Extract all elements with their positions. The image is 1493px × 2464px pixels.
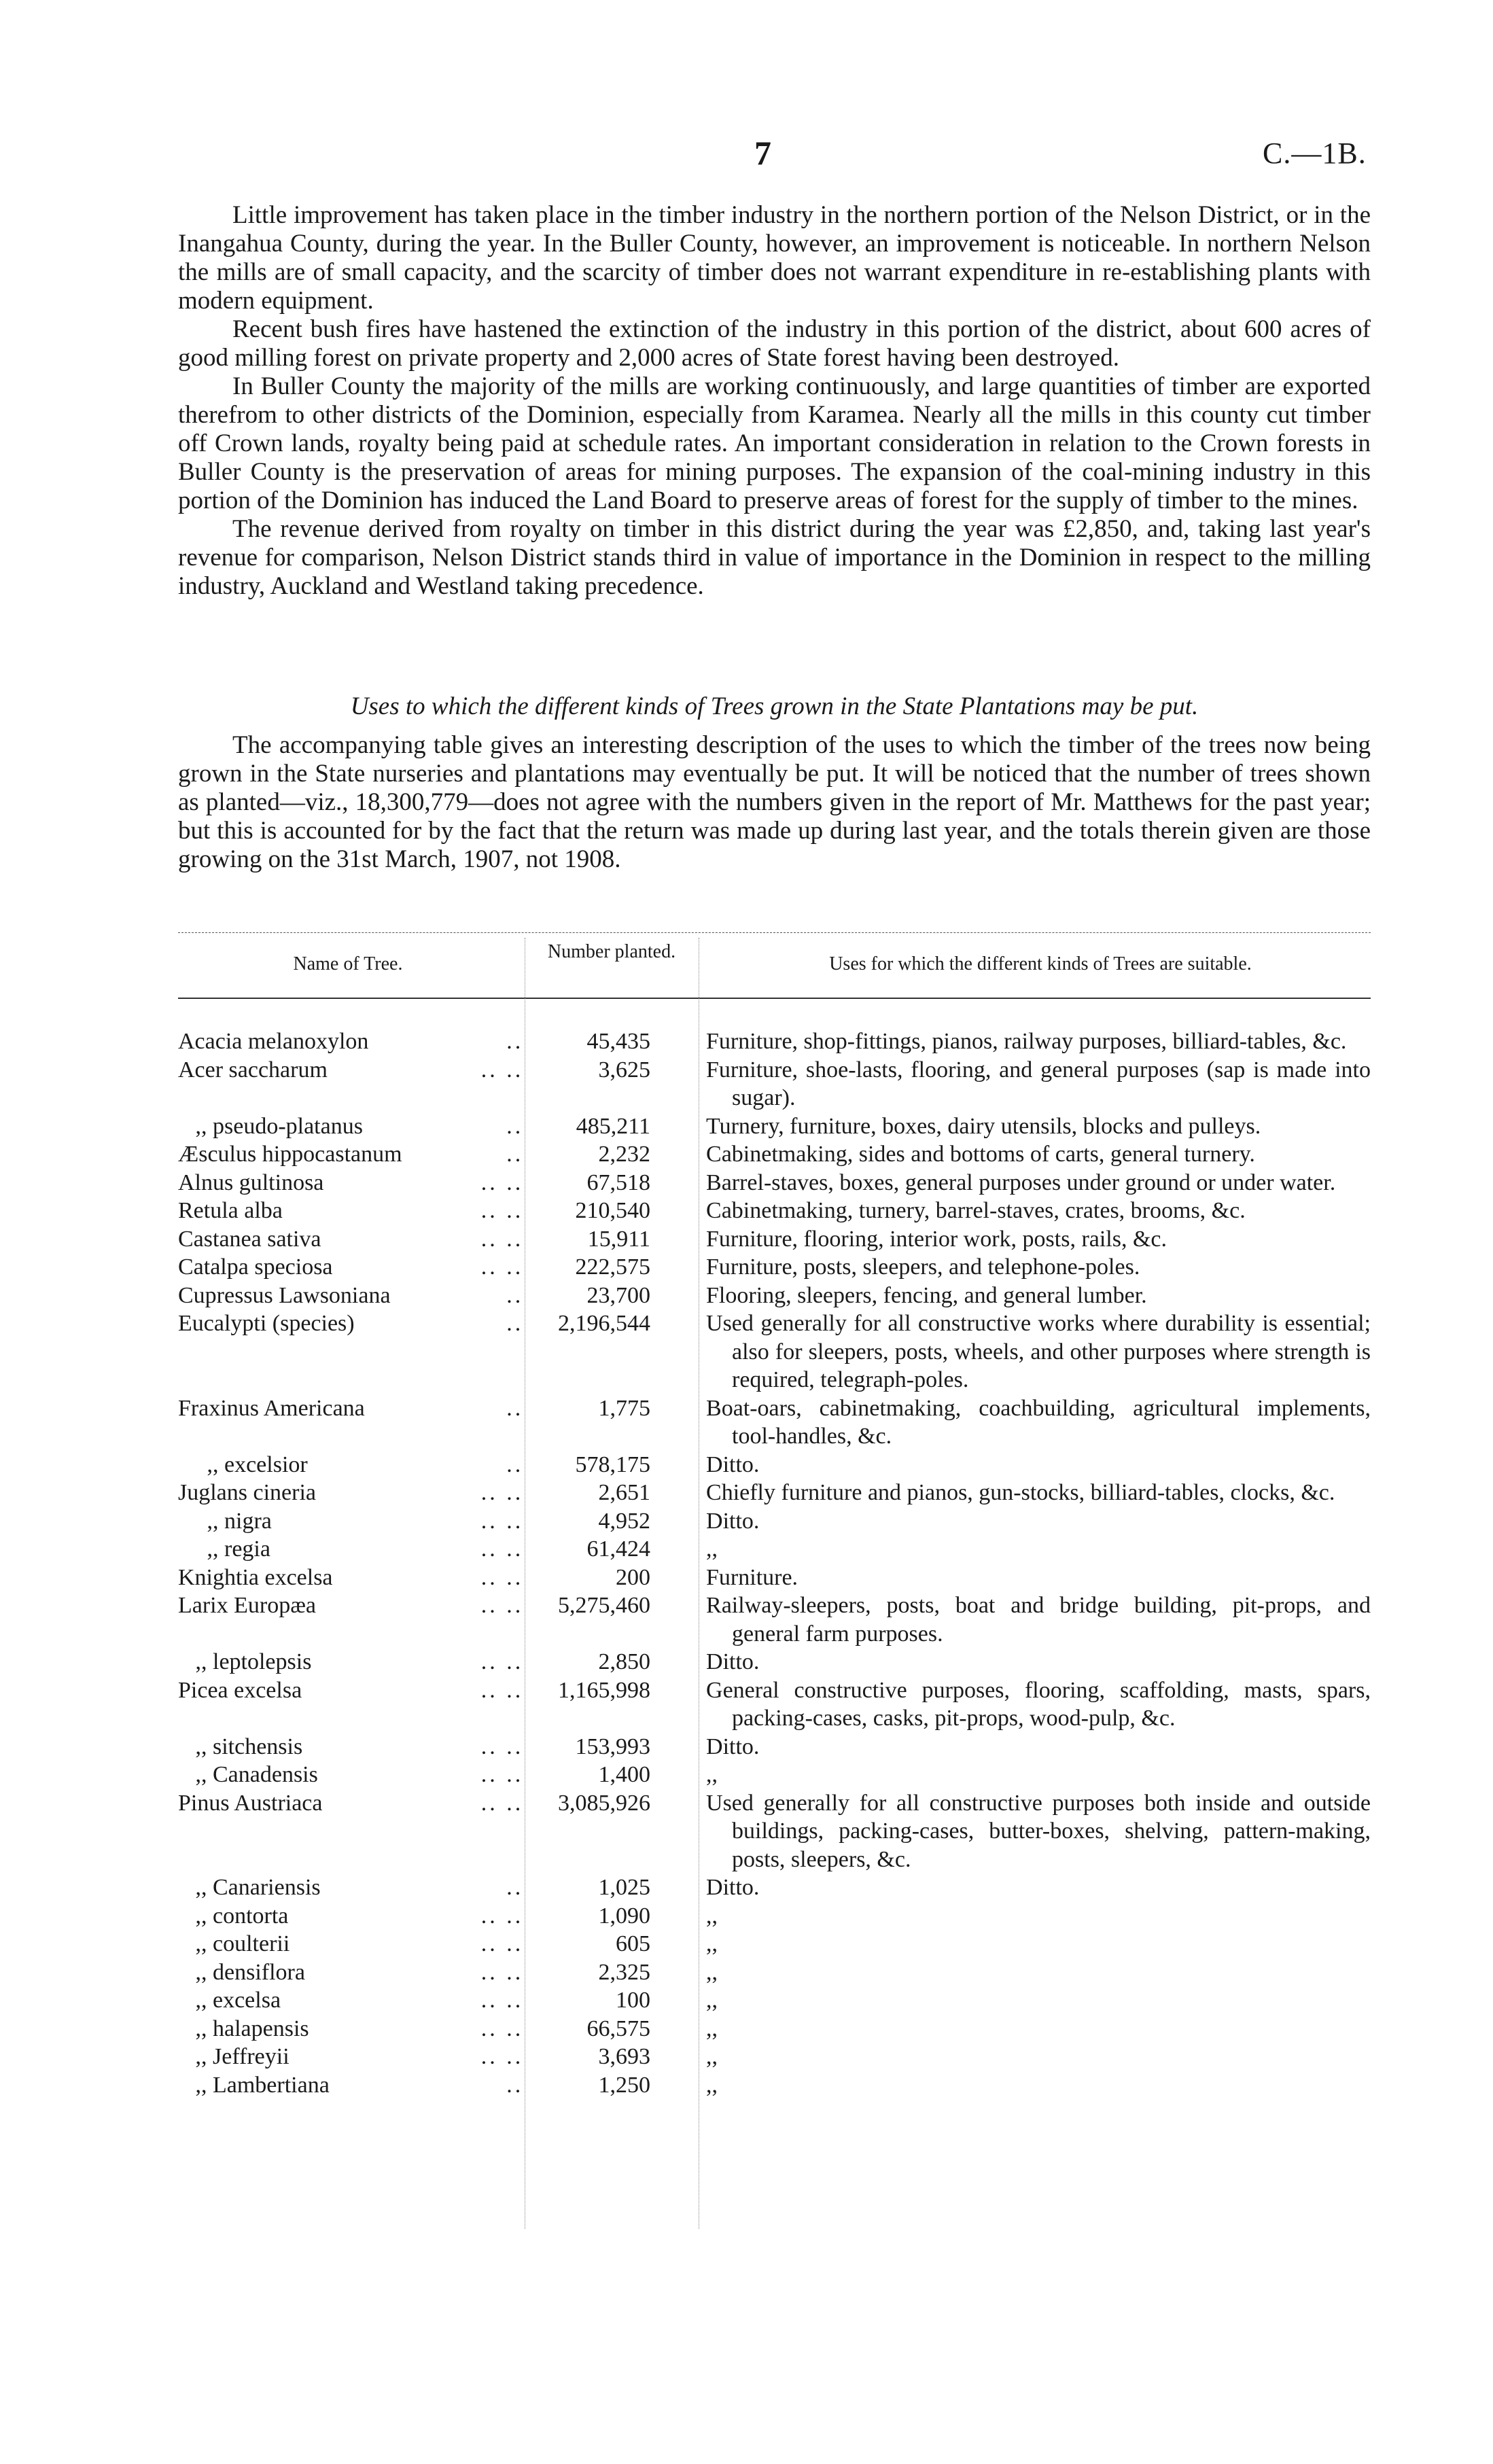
number-planted: 2,651: [598, 1480, 651, 1505]
tree-name-cell: [178, 1676, 529, 1705]
tree-name: Eucalypti (species): [178, 1311, 355, 1336]
table-row: [178, 1564, 1371, 1592]
tree-name: Retula alba: [178, 1198, 283, 1223]
tree-name-cell: [178, 2015, 529, 2043]
paragraph: In Buller County the majority of the mills are working continuously, and large quantities of timber are exported therefrom to other districts of the Dominion, especially from Karamea. Nearly all the mills in this county cut timber off Crown lands, royalty being paid at schedule rates. An important consideration in relation to the Crown forests in Buller County is the preservation of areas for mining purposes. The expansion of the coal-mining industry in this portion of the Dominion has induced the Land Board to preserve areas of forest for the supply of timber to the mines.: [178, 372, 1371, 514]
tree-name-cell: [178, 1873, 529, 1902]
column-header-uses: Uses for which the different kinds of Trees are suitable.: [829, 953, 1252, 974]
number-planted: 1,775: [598, 1395, 651, 1421]
tree-uses: [667, 1507, 1371, 1536]
tree-name-cell: [178, 1140, 529, 1169]
table-row: [178, 1873, 1371, 1902]
uses-text: ,,: [706, 1959, 718, 1985]
table-row: [178, 2015, 1371, 2043]
tree-uses: [667, 1112, 1371, 1141]
table-row: [178, 1479, 1371, 1507]
tree-uses: [667, 2071, 1371, 2100]
tree-name: Acacia melanoxylon: [178, 1029, 369, 1054]
tree-name: ,, regia: [178, 1536, 270, 1562]
table-row: [178, 1761, 1371, 1789]
number-planted: 1,400: [598, 1762, 651, 1787]
tree-name-cell: [178, 1648, 529, 1676]
tree-uses: [667, 1225, 1371, 1254]
page-number: 7: [754, 134, 771, 172]
number-planted: 1,025: [598, 1875, 651, 1900]
uses-text: Cabinetmaking, sides and bottoms of carts, general turnery.: [706, 1142, 1255, 1167]
tree-uses: [667, 1197, 1371, 1225]
tree-name-cell: [178, 1761, 529, 1789]
tree-name-cell: [178, 2071, 529, 2100]
table-row: [178, 1140, 1371, 1169]
number-planted: 153,993: [575, 1733, 651, 1759]
uses-text: Furniture.: [706, 1564, 798, 1590]
tree-name-cell: [178, 1535, 529, 1564]
number-planted: 605: [616, 1931, 651, 1956]
leader-dots: ..: [506, 1029, 524, 1054]
tree-name: ,, contorta: [178, 1903, 289, 1929]
tree-name-cell: [178, 1733, 529, 1761]
tree-name-cell: [178, 1394, 529, 1423]
tree-uses: [667, 1140, 1371, 1169]
tree-name-cell: [178, 2043, 529, 2071]
leader-dots: ..: [506, 1451, 524, 1477]
number-planted: 45,435: [586, 1029, 651, 1054]
leader-dots: ..: [506, 1875, 524, 1900]
leader-dots: .. ..: [480, 1959, 524, 1985]
uses-text: ,,: [706, 1762, 718, 1787]
tree-uses: [667, 1282, 1371, 1310]
number-planted: 3,085,926: [558, 1790, 651, 1816]
leader-dots: .. ..: [480, 1198, 524, 1223]
tree-name-cell: [178, 1958, 529, 1987]
paragraph: The revenue derived from royalty on timber in this district during the year was £2,850, and, taking last year's revenue for comparison, Nelson District stands third in value of importance in the Dominion in respect to the milling industry, Auckland and Westland taking precedence.: [178, 515, 1371, 600]
uses-text: Furniture, posts, sleepers, and telephone-poles.: [706, 1254, 1140, 1280]
uses-text: Furniture, shop-fittings, pianos, railway purposes, billiard-tables, &c.: [706, 1029, 1347, 1054]
tree-name-cell: [178, 1253, 529, 1282]
uses-text: Turnery, furniture, boxes, dairy utensils, blocks and pulleys.: [706, 1113, 1261, 1139]
leader-dots: .. ..: [480, 1988, 524, 2013]
tree-uses: [667, 1676, 1371, 1733]
tree-name-cell: [178, 1902, 529, 1931]
tree-name-cell: [178, 1225, 529, 1254]
number-planted: 2,325: [598, 1959, 651, 1985]
leader-dots: .. ..: [480, 1790, 524, 1816]
leader-dots: .. ..: [480, 1169, 524, 1195]
table-top-rule: [178, 932, 1371, 933]
tree-name: ,, Lambertiana: [178, 2072, 330, 2098]
leader-dots: .. ..: [480, 1536, 524, 1562]
tree-name: Larix Europæa: [178, 1593, 316, 1618]
paragraph: Little improvement has taken place in the timber industry in the northern portion of the Nelson District, or in the Inangahua County, during the year. In the Buller County, however, an improvement is noticeable. In northern Nelson the mills are of small capacity, and the scarcity of timber does not warrant expenditure in re-establishing plants with modern equipment.: [178, 201, 1371, 315]
tree-name: Pinus Austriaca: [178, 1790, 323, 1816]
leader-dots: .. ..: [480, 1593, 524, 1618]
table-row: [178, 1112, 1371, 1141]
number-planted: 210,540: [575, 1198, 651, 1223]
uses-text: ,,: [706, 2044, 718, 2069]
number-planted: 1,165,998: [558, 1677, 651, 1703]
leader-dots: .. ..: [480, 1733, 524, 1759]
number-planted: 3,625: [598, 1057, 651, 1083]
tree-name: ,, coulterii: [178, 1931, 290, 1956]
tree-uses: [667, 1930, 1371, 1958]
table-row: [178, 1930, 1371, 1958]
number-planted: 1,250: [598, 2072, 651, 2098]
table-row: [178, 1676, 1371, 1733]
tree-uses: [667, 1648, 1371, 1676]
uses-text: Flooring, sleepers, fencing, and general lumber.: [706, 1282, 1147, 1308]
leader-dots: .. ..: [480, 1226, 524, 1252]
table-row: [178, 1253, 1371, 1282]
tree-name-cell: [178, 1112, 529, 1141]
number-planted: 100: [616, 1988, 651, 2013]
number-planted: 67,518: [586, 1169, 651, 1195]
table-row: [178, 2071, 1371, 2100]
tree-name: ,, halapensis: [178, 2016, 309, 2041]
uses-text: Furniture, shoe-lasts, flooring, and general purposes (sap is made into sugar).: [706, 1057, 1371, 1110]
uses-text: ,,: [706, 2016, 718, 2041]
section-heading: Uses to which the different kinds of Trees grown in the State Plantations may be put.: [350, 692, 1199, 720]
tree-uses: [667, 1451, 1371, 1479]
uses-text: ,,: [706, 2072, 718, 2098]
leader-dots: ..: [506, 1113, 524, 1139]
tree-name-cell: [178, 1789, 529, 1818]
uses-text: ,,: [706, 1903, 718, 1929]
section-paragraph: The accompanying table gives an interesting description of the uses to which the timber of the trees now being grown in the State nurseries and plantations may eventually be put. It will be noticed that the number of trees shown as planted—viz., 18,300,779—does not agree with the numbers given in the report of Mr. Matthews for the past year; but this is accounted for by the fact that the return was made up during last year, and the totals therein given are those growing on the 31st March, 1907, not 1908.: [178, 731, 1371, 873]
uses-text: ,,: [706, 1931, 718, 1956]
tree-name: ,, Canariensis: [178, 1875, 321, 1900]
document-reference: C.—1B.: [1263, 137, 1367, 170]
tree-name: Knightia excelsa: [178, 1564, 333, 1590]
tree-name-cell: [178, 1591, 529, 1620]
uses-text: Used generally for all constructive works where durability is essential; also for sleepers, posts, wheels, and other purposes where strength is required, telegraph-poles.: [706, 1311, 1371, 1392]
table-row: [178, 1733, 1371, 1761]
column-header-name: Name of Tree.: [293, 953, 403, 974]
tree-uses: [667, 1986, 1371, 2015]
number-planted: 200: [616, 1564, 651, 1590]
table-row: [178, 1451, 1371, 1479]
column-header-number: Number planted.: [547, 941, 676, 962]
uses-text: ,,: [706, 1536, 718, 1562]
table-row: [178, 1958, 1371, 1987]
tree-uses: [667, 1535, 1371, 1564]
leader-dots: .. ..: [480, 1903, 524, 1929]
tree-name: ,, pseudo-platanus: [178, 1113, 363, 1139]
number-planted: 23,700: [586, 1282, 651, 1308]
leader-dots: ..: [506, 2072, 524, 2098]
leader-dots: ..: [506, 1311, 524, 1336]
table-row: [178, 1507, 1371, 1536]
tree-uses: [667, 1873, 1371, 1902]
tree-name: Cupressus Lawsoniana: [178, 1282, 391, 1308]
tree-uses: [667, 1902, 1371, 1931]
table-row: [178, 1535, 1371, 1564]
tree-name: ,, Jeffreyii: [178, 2044, 289, 2069]
tree-uses: [667, 1564, 1371, 1592]
paragraph: Recent bush fires have hastened the extinction of the industry in this portion of the district, about 600 acres of good milling forest on private property and 2,000 acres of State forest having been destroyed.: [178, 315, 1371, 372]
table-row: [178, 1986, 1371, 2015]
tree-uses: [667, 1789, 1371, 1874]
body-text: [178, 201, 1371, 601]
table-row: [178, 1902, 1371, 1931]
uses-text: Railway-sleepers, posts, boat and bridge building, pit-props, and general farm purposes.: [706, 1593, 1371, 1647]
tree-name: Alnus gultinosa: [178, 1169, 324, 1195]
tree-uses: [667, 1169, 1371, 1197]
table-row: [178, 1394, 1371, 1451]
tree-name: Juglans cineria: [178, 1480, 316, 1505]
tree-name: ,, leptolepsis: [178, 1649, 312, 1674]
number-planted: 4,952: [598, 1508, 651, 1534]
tree-name-cell: [178, 1986, 529, 2015]
tree-name: Acer saccharum: [178, 1057, 328, 1083]
table-row: [178, 1591, 1371, 1648]
tree-uses: [667, 2015, 1371, 2043]
uses-text: Ditto.: [706, 1508, 760, 1534]
number-planted: 222,575: [575, 1254, 651, 1280]
tree-uses: [667, 1056, 1371, 1112]
uses-text: General constructive purposes, flooring, scaffolding, masts, spars, packing-cases, casks, pit-props, wood-pulp, &c.: [706, 1677, 1371, 1731]
tree-name-cell: [178, 1169, 529, 1197]
tree-uses: [667, 2043, 1371, 2071]
table-row: [178, 1056, 1371, 1112]
tree-name: ,, densiflora: [178, 1959, 305, 1985]
tree-name: Catalpa speciosa: [178, 1254, 333, 1280]
table-row: [178, 1648, 1371, 1676]
tree-name-cell: [178, 1027, 529, 1056]
table-row: [178, 1309, 1371, 1394]
number-planted: 5,275,460: [558, 1593, 651, 1618]
leader-dots: .. ..: [480, 1649, 524, 1674]
table-row: [178, 1197, 1371, 1225]
tree-uses: [667, 1253, 1371, 1282]
table-row: [178, 1169, 1371, 1197]
tree-name-cell: [178, 1309, 529, 1338]
tree-name-cell: [178, 1564, 529, 1592]
tree-name-cell: [178, 1056, 529, 1085]
tree-uses: [667, 1591, 1371, 1648]
leader-dots: ..: [506, 1282, 524, 1308]
leader-dots: ..: [506, 1395, 524, 1421]
leader-dots: .. ..: [480, 1677, 524, 1703]
number-planted: 578,175: [575, 1451, 651, 1477]
uses-text: ,,: [706, 1988, 718, 2013]
tree-name-cell: [178, 1282, 529, 1310]
uses-text: Cabinetmaking, turnery, barrel-staves, crates, brooms, &c.: [706, 1198, 1246, 1223]
tree-name: ,, excelsior: [178, 1451, 308, 1477]
tree-name: ,, sitchensis: [178, 1733, 303, 1759]
leader-dots: ..: [506, 1142, 524, 1167]
number-planted: 15,911: [587, 1226, 651, 1252]
leader-dots: .. ..: [480, 1254, 524, 1280]
tree-name-cell: [178, 1197, 529, 1225]
tree-name: ,, excelsa: [178, 1988, 281, 2013]
number-planted: 2,196,544: [558, 1311, 651, 1336]
uses-text: Ditto.: [706, 1451, 760, 1477]
tree-uses: [667, 1027, 1371, 1056]
leader-dots: .. ..: [480, 1057, 524, 1083]
tree-uses: [667, 1761, 1371, 1789]
tree-uses: [667, 1733, 1371, 1761]
table-row: [178, 1789, 1371, 1874]
uses-text: Used generally for all constructive purposes both inside and outside buildings, packing-cases, butter-boxes, shelving, pattern-making, posts, sleepers, &c.: [706, 1790, 1371, 1872]
tree-name: ,, Canadensis: [178, 1762, 318, 1787]
uses-text: Barrel-staves, boxes, general purposes under ground or under water.: [706, 1169, 1336, 1195]
uses-text: Ditto.: [706, 1733, 760, 1759]
leader-dots: .. ..: [480, 1931, 524, 1956]
number-planted: 3,693: [598, 2044, 651, 2069]
tree-name-cell: [178, 1507, 529, 1536]
tree-uses: [667, 1958, 1371, 1987]
leader-dots: .. ..: [480, 1508, 524, 1534]
table-row: [178, 1282, 1371, 1310]
leader-dots: .. ..: [480, 2044, 524, 2069]
tree-table-body: [178, 1027, 1371, 2099]
uses-text: Furniture, flooring, interior work, posts, rails, &c.: [706, 1226, 1167, 1252]
tree-name-cell: [178, 1451, 529, 1479]
number-planted: 1,090: [598, 1903, 651, 1929]
tree-name: Æsculus hippocastanum: [178, 1142, 402, 1167]
tree-uses: [667, 1394, 1371, 1451]
tree-name-cell: [178, 1479, 529, 1507]
leader-dots: .. ..: [480, 2016, 524, 2041]
tree-name: Fraxinus Americana: [178, 1395, 365, 1421]
tree-name: Castanea sativa: [178, 1226, 321, 1252]
uses-text: Boat-oars, cabinetmaking, coachbuilding, agricultural implements, tool-handles, &c.: [706, 1395, 1371, 1449]
header-rule: [178, 998, 1371, 999]
uses-text: Chiefly furniture and pianos, gun-stocks, billiard-tables, clocks, &c.: [706, 1480, 1335, 1505]
leader-dots: .. ..: [480, 1480, 524, 1505]
tree-name: ,, nigra: [178, 1508, 272, 1534]
table-row: [178, 1225, 1371, 1254]
table-row: [178, 2043, 1371, 2071]
number-planted: 66,575: [586, 2016, 651, 2041]
leader-dots: .. ..: [480, 1762, 524, 1787]
uses-text: Ditto.: [706, 1875, 760, 1900]
uses-text: Ditto.: [706, 1649, 760, 1674]
number-planted: 2,232: [598, 1142, 651, 1167]
tree-name: Picea excelsa: [178, 1677, 302, 1703]
table-row: [178, 1027, 1371, 1056]
leader-dots: .. ..: [480, 1564, 524, 1590]
tree-name-cell: [178, 1930, 529, 1958]
number-planted: 2,850: [598, 1649, 651, 1674]
tree-uses: [667, 1479, 1371, 1507]
number-planted: 485,211: [576, 1113, 651, 1139]
tree-uses: [667, 1309, 1371, 1394]
number-planted: 61,424: [586, 1536, 651, 1562]
